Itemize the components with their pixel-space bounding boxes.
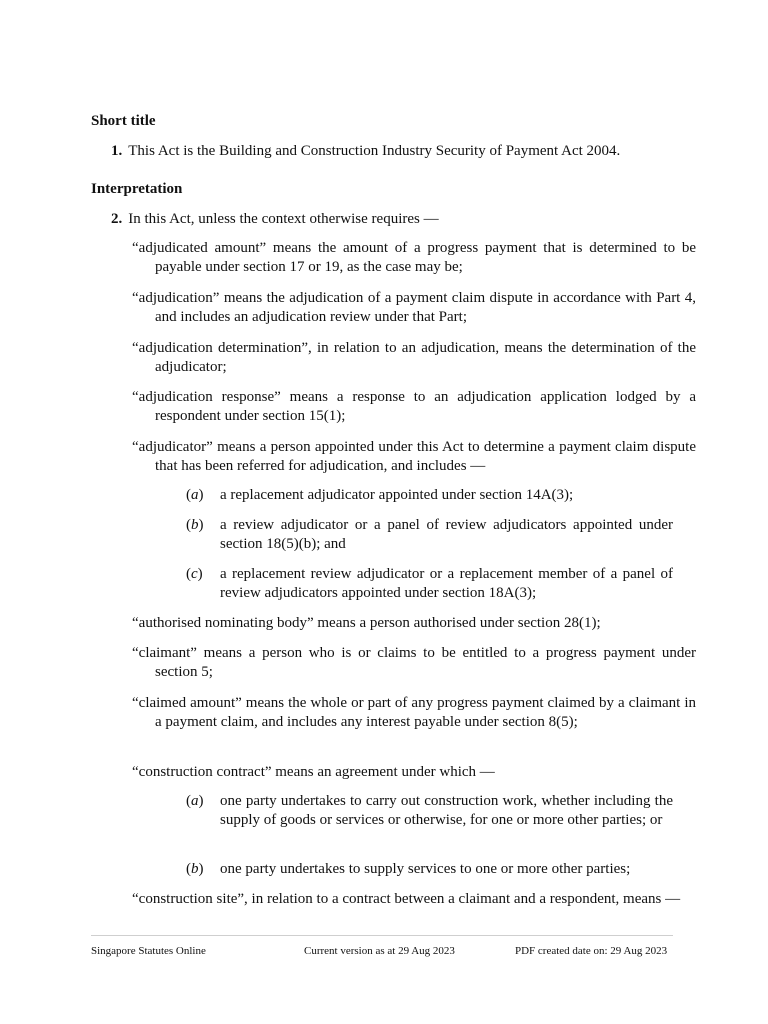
footer-pdf-date: PDF created date on: 29 Aug 2023 <box>515 945 668 957</box>
short-title-heading: Short title <box>91 113 156 129</box>
paragraph-label: (a) <box>186 793 204 809</box>
definition-construction-site: “construction site”, in relation to a contract between a claimant and a respondent, means — <box>132 891 681 907</box>
definition-claimant: “claimant” means a person who is or claims to be entitled to a progress payment under section 5; <box>132 645 696 680</box>
footer-source: Singapore Statutes Online <box>91 945 206 957</box>
footer-divider <box>91 935 673 936</box>
definition-claimed-amount: “claimed amount” means the whole or part of any progress payment claimed by a claimant in a payment claim, and includes any interest payable under section 8(5); <box>132 695 696 730</box>
section-1 <box>111 142 673 161</box>
footer-version: Current version as at 29 Aug 2023 <box>304 945 455 957</box>
definition-authorised-nominating-body: “authorised nominating body” means a person authorised under section 28(1); <box>132 615 601 631</box>
definition-adjudication: “adjudication” means the adjudication of a payment claim dispute in accordance with Part 4, and includes an adjudication review under that Part; <box>132 290 696 325</box>
adjudicator-paragraph-c <box>186 565 673 603</box>
definition-adjudication-response: “adjudication response” means a response to an adjudication application lodged by a respondent under section 15(1); <box>132 389 696 424</box>
paragraph-text: a replacement adjudicator appointed under section 14A(3); <box>220 487 574 503</box>
paragraph-text: one party undertakes to carry out construction work, whether including the supply of goods or services or otherwise, for one or more other parties; or <box>220 793 673 828</box>
definition-adjudicator: “adjudicator” means a person appointed under this Act to determine a payment claim dispute that has been referred for adjudication, and includes — <box>132 439 696 474</box>
paragraph-label: (b) <box>186 861 204 877</box>
paragraph-label: (a) <box>186 487 204 503</box>
paragraph-label: (c) <box>186 566 203 582</box>
paragraph-text: a replacement review adjudicator or a replacement member of a panel of review adjudicators appointed under section 18A(3); <box>220 566 673 601</box>
section-number: 1. <box>111 143 123 159</box>
section-intro: In this Act, unless the context otherwise requires — <box>128 211 439 227</box>
section-number: 2. <box>111 211 123 227</box>
contract-paragraph-b <box>186 860 673 879</box>
contract-paragraph-a <box>186 792 673 830</box>
paragraph-text: one party undertakes to supply services to one or more other parties; <box>220 861 631 877</box>
definition-construction-contract: “construction contract” means an agreement under which — <box>132 764 495 780</box>
interpretation-heading: Interpretation <box>91 181 183 197</box>
section-text: This Act is the Building and Construction Industry Security of Payment Act 2004. <box>128 143 621 159</box>
paragraph-label: (b) <box>186 517 204 533</box>
definition-adjudicated-amount: “adjudicated amount” means the amount of a progress payment that is determined to be payable under section 17 or 19, as the case may be; <box>132 240 696 275</box>
adjudicator-paragraph-a <box>186 486 673 505</box>
paragraph-text: a review adjudicator or a panel of review adjudicators appointed under section 18(5)(b); and <box>220 517 673 552</box>
section-2 <box>111 210 673 229</box>
adjudicator-paragraph-b <box>186 516 673 554</box>
definition-adjudication-determination: “adjudication determination”, in relation to an adjudication, means the determination of the adjudicator; <box>132 340 696 375</box>
